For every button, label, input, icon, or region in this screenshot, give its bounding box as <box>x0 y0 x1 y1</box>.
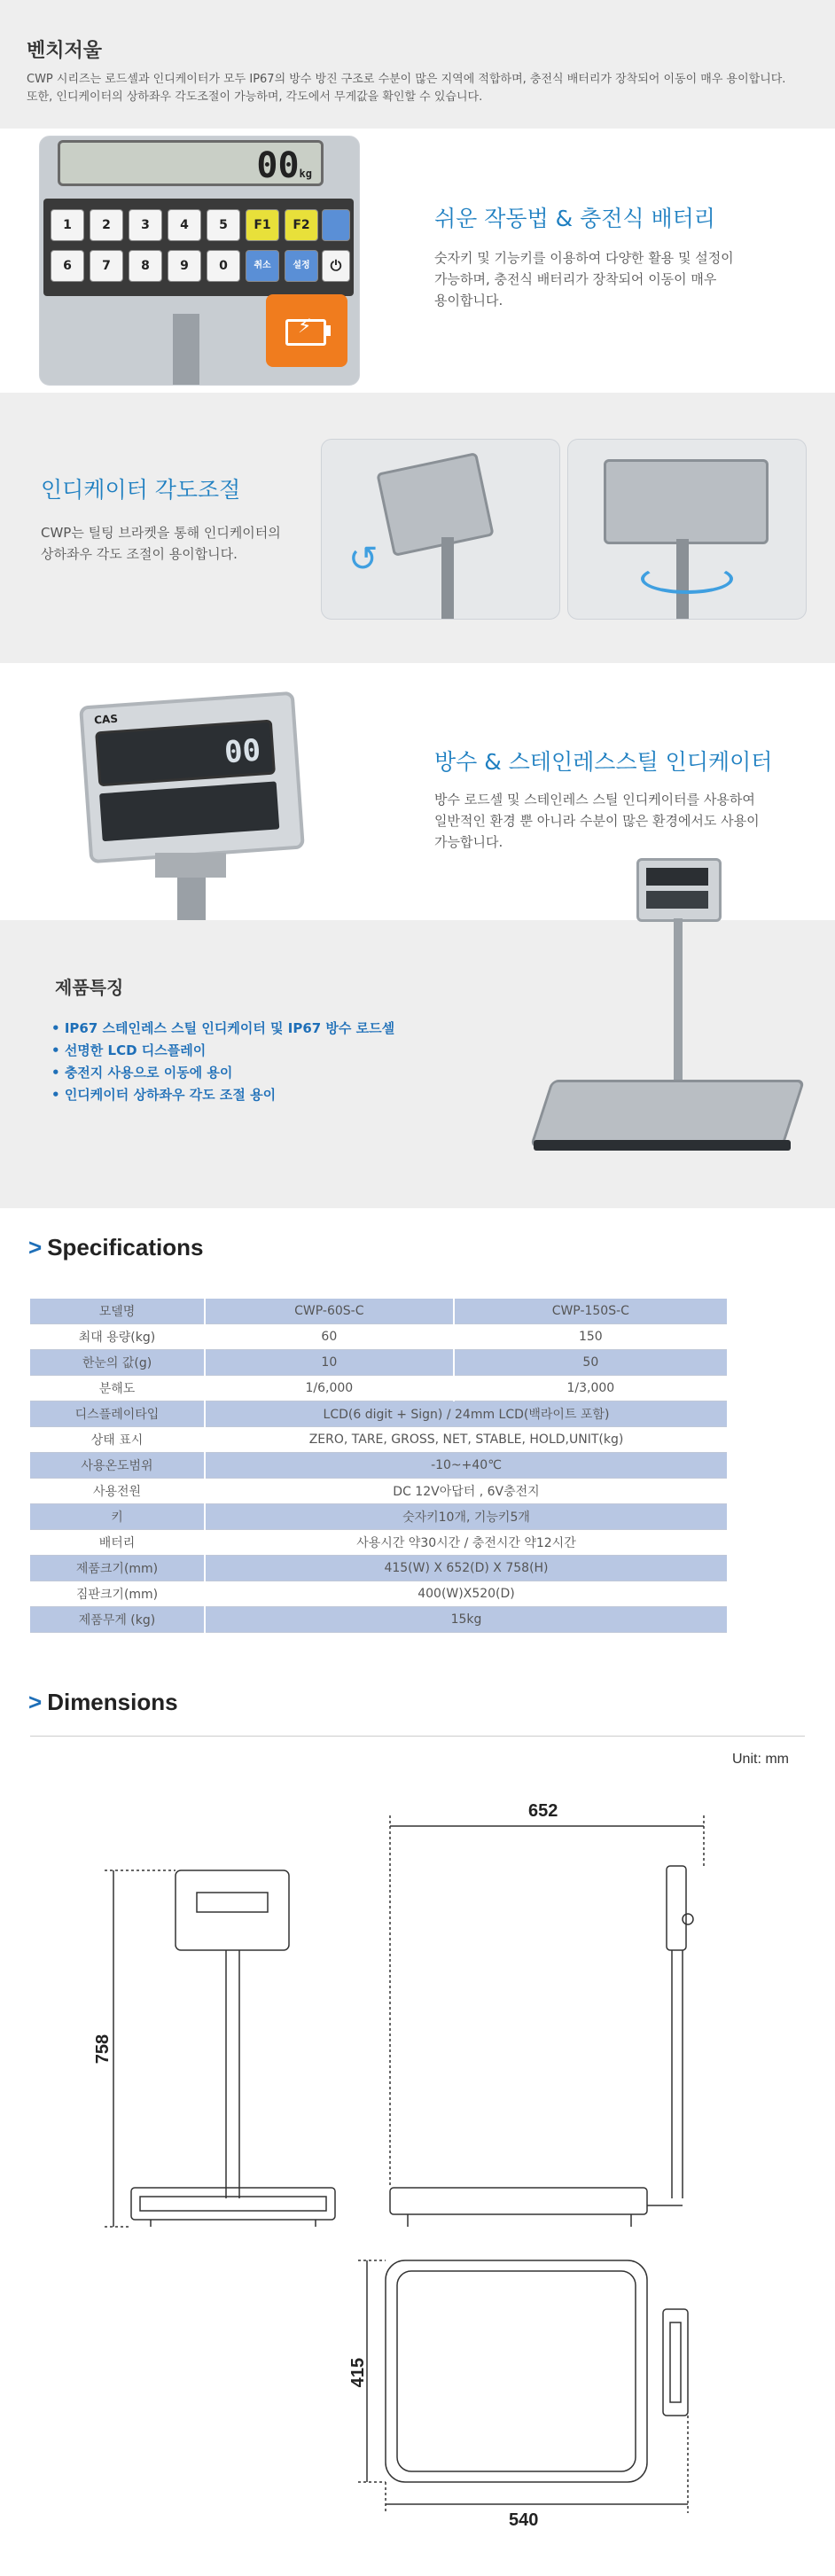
brand-logo: CAS <box>93 712 119 727</box>
dimensions-heading-text: Dimensions <box>47 1689 178 1715</box>
lcd-value: 00 <box>256 145 300 186</box>
height-value: 758 <box>93 2033 113 2065</box>
scale-platform <box>530 1080 806 1147</box>
key-menu <box>322 209 350 241</box>
key-4: 4 <box>168 209 201 241</box>
front-view-drawing <box>131 1870 335 2227</box>
intro-line-2: 또한, 인디케이터의 상하좌우 각도조절이 가능하며, 각도에서 무게값을 확인할 수 있습니다. <box>27 90 483 104</box>
table-cell: 사용온도범위 <box>30 1453 205 1479</box>
power-icon: ⏻ <box>322 250 350 282</box>
platform-depth-dimension-line <box>386 2416 688 2513</box>
top-view-drawing <box>386 2260 688 2482</box>
width-value: 415 <box>348 2357 369 2388</box>
table-cell: 짐판크기(mm) <box>30 1581 205 1607</box>
specifications-heading <box>28 1234 203 1261</box>
table-row <box>30 1453 727 1479</box>
table-cell: DC 12V아답터 , 6V충전지 <box>205 1479 727 1504</box>
key-8: 8 <box>129 250 162 282</box>
scale-indicator <box>636 858 722 922</box>
dimension-drawing <box>0 1773 835 2553</box>
swivel-horizontal-image <box>567 439 807 620</box>
table-cell: 400(W)X520(D) <box>205 1581 727 1607</box>
feature1-line-1: 숫자키 및 기능키를 이용하여 다양한 활용 및 설정이 <box>434 250 734 266</box>
heading-arrow: > <box>28 1234 43 1261</box>
table-cell: 모델명 <box>30 1299 205 1324</box>
lcd-unit: kg <box>299 168 312 180</box>
features-title: 제품특징 <box>55 977 124 998</box>
stand-pole <box>173 314 199 385</box>
feature-item: • IP67 스테인레스 스틸 인디케이터 및 IP67 방수 로드셀 <box>51 1018 394 1040</box>
feature3-line-2: 일반적인 환경 뿐 아니라 수분이 많은 환경에서도 사용이 <box>434 813 760 829</box>
feature-item: • 인디케이터 상하좌우 각도 조절 용이 <box>51 1084 394 1106</box>
table-header-row <box>30 1299 727 1324</box>
page-title: 벤치저울 <box>27 40 103 62</box>
indicator-keypad <box>99 781 279 841</box>
table-cell: 제품무게 (kg) <box>30 1607 205 1633</box>
heading-arrow: > <box>28 1689 43 1715</box>
table-cell: 디스플레이타입 <box>30 1401 205 1427</box>
table-row <box>30 1581 727 1607</box>
feature3-title: 방수 & 스테인레스스틸 인디케이터 <box>434 749 773 775</box>
specifications-table <box>30 1299 727 1633</box>
key-f1: F1 <box>246 209 279 241</box>
feature2-line-1: CWP는 틸팅 브라켓을 통해 인디케이터의 <box>41 525 281 541</box>
table-cell: CWP-60S-C <box>205 1299 454 1324</box>
table-cell: -10~+40℃ <box>205 1453 727 1479</box>
table-cell: 키 <box>30 1504 205 1530</box>
table-cell: 415(W) X 652(D) X 758(H) <box>205 1556 727 1581</box>
feature-item: • 충전지 사용으로 이동에 용이 <box>51 1062 394 1084</box>
keypad-closeup-image <box>39 136 360 386</box>
key-9: 9 <box>168 250 201 282</box>
table-cell: 1/3,000 <box>454 1376 727 1401</box>
table-row <box>30 1324 727 1350</box>
indicator-lcd: 00 <box>95 720 276 787</box>
keypad-panel <box>43 199 354 296</box>
feature2-line-2: 상하좌우 각도 조절이 용이합니다. <box>41 546 238 562</box>
table-row <box>30 1427 727 1453</box>
intro-line-1: CWP 시리즈는 로드셀과 인디케이터가 모두 IP67의 방수 방진 구조로 수분이 많은 지역에 적합하며, 충전식 배터리가 장착되어 이동이 매우 용이합니다. <box>27 73 786 86</box>
table-cell: LCD(6 digit + Sign) / 24mm LCD(백라이트 포함) <box>205 1401 727 1427</box>
height-dimension-line <box>105 1870 176 2227</box>
side-view-drawing <box>390 1866 693 2227</box>
table-row <box>30 1479 727 1504</box>
feature1-line-3: 용이합니다. <box>434 293 503 308</box>
table-cell: 최대 용량(kg) <box>30 1324 205 1350</box>
key-0: 0 <box>207 250 240 282</box>
battery-badge-icon: ⚡ <box>266 294 347 367</box>
table-cell: CWP-150S-C <box>454 1299 727 1324</box>
indicator-pole <box>177 878 206 920</box>
table-cell: 사용전원 <box>30 1479 205 1504</box>
table-cell: 15kg <box>205 1607 727 1633</box>
lcd-display <box>58 140 324 186</box>
specifications-heading-text: Specifications <box>47 1234 204 1261</box>
header-section <box>0 0 835 129</box>
table-row <box>30 1556 727 1581</box>
key-settings: 설정 <box>285 250 318 282</box>
key-1: 1 <box>51 209 84 241</box>
feature3-line-1: 방수 로드셀 및 스테인레스 스틸 인디케이터를 사용하여 <box>434 792 755 808</box>
scale-pole <box>674 918 683 1096</box>
table-cell: 배터리 <box>30 1530 205 1556</box>
key-7: 7 <box>90 250 123 282</box>
key-f2: F2 <box>285 209 318 241</box>
feature-keypad-section <box>0 129 835 393</box>
table-cell: 60 <box>205 1324 454 1350</box>
platform-depth-value: 540 <box>509 2510 539 2530</box>
feature1-line-2: 가능하며, 충전식 배터리가 장착되어 이동이 매우 <box>434 271 717 287</box>
tilt-vertical-image <box>321 439 560 620</box>
feature3-description <box>434 789 807 853</box>
table-cell: 분해도 <box>30 1376 205 1401</box>
table-row <box>30 1376 727 1401</box>
table-cell: 숫자키10개, 기능키5개 <box>205 1504 727 1530</box>
table-cell: 상태 표시 <box>30 1427 205 1453</box>
table-row <box>30 1350 727 1376</box>
bench-scale-photo <box>532 858 798 1177</box>
indicator-bracket <box>155 853 226 878</box>
key-5: 5 <box>207 209 240 241</box>
table-cell: 제품크기(mm) <box>30 1556 205 1581</box>
feature3-line-3: 가능합니다. <box>434 834 503 850</box>
key-cancel: 취소 <box>246 250 279 282</box>
feature-tilt-section <box>0 393 835 663</box>
table-cell: 한눈의 값(g) <box>30 1350 205 1376</box>
depth-dimension-line <box>390 1815 704 2188</box>
key-3: 3 <box>129 209 162 241</box>
table-row <box>30 1530 727 1556</box>
table-cell: 1/6,000 <box>205 1376 454 1401</box>
depth-value: 652 <box>528 1801 558 1821</box>
table-cell: 10 <box>205 1350 454 1376</box>
tilt-arrow-icon: ↺ <box>348 539 378 580</box>
feature1-title: 쉬운 작동법 & 충전식 배터리 <box>434 206 715 231</box>
key-6: 6 <box>51 250 84 282</box>
table-cell: 50 <box>454 1350 727 1376</box>
table-cell: 150 <box>454 1324 727 1350</box>
unit-label: Unit: mm <box>732 1752 789 1767</box>
table-row <box>30 1607 727 1633</box>
table-row <box>30 1401 727 1427</box>
scale-base <box>534 1140 791 1151</box>
feature2-title: 인디케이터 각도조절 <box>41 477 241 503</box>
feature2-description <box>41 522 324 565</box>
table-cell: 사용시간 약30시간 / 충전시간 약12시간 <box>205 1530 727 1556</box>
dimensions-heading <box>28 1689 178 1716</box>
swivel-arrow-icon <box>641 564 733 594</box>
divider <box>30 1736 805 1737</box>
features-list <box>51 1018 394 1106</box>
key-2: 2 <box>90 209 123 241</box>
feature1-description <box>434 247 789 311</box>
indicator-photo <box>79 691 305 864</box>
table-cell: ZERO, TARE, GROSS, NET, STABLE, HOLD,UNIT(kg) <box>205 1427 727 1453</box>
table-row <box>30 1504 727 1530</box>
feature-item: • 선명한 LCD 디스플레이 <box>51 1040 394 1062</box>
